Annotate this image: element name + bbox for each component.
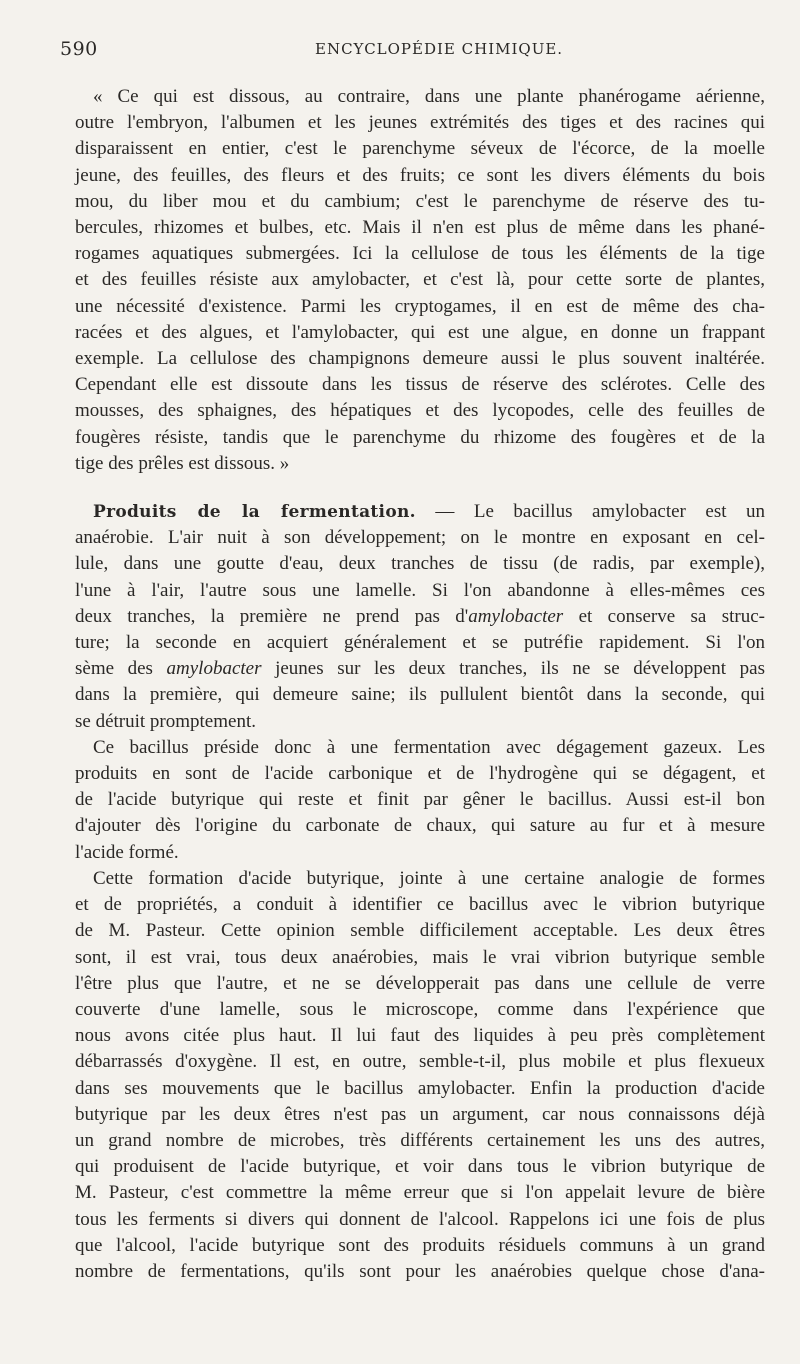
text-line: disparaissent en entier, c'est le parenchyme séveux de l'écorce, de la moelle xyxy=(75,138,765,160)
text-line: se détruit promptement. xyxy=(75,710,256,732)
text-line: « Ce qui est dissous, au contraire, dans une plante phanérogame aérienne, xyxy=(93,86,765,107)
text-line xyxy=(75,604,765,630)
text-line: rogames aquatiques submergées. Ici la cellulose de tous les éléments de la tige xyxy=(75,243,765,265)
text-run: sème des xyxy=(75,658,167,680)
text-run: deux tranches, la première ne prend pas d' xyxy=(75,605,469,627)
italic-term: amylobacter xyxy=(166,658,262,680)
text-line: un grand nombre de microbes, très différents certainement les uns des autres, xyxy=(75,1129,765,1151)
paragraph-gas xyxy=(75,735,765,866)
text-line: de M. Pasteur. Cette opinion semble difficilement acceptable. Les deux êtres xyxy=(75,920,765,942)
text-line: dans la première, qui demeure saine; ils pullulent bientôt dans la seconde, qui xyxy=(75,684,765,706)
text-line: de l'acide butyrique qui reste et finit par gêner le bacillus. Aussi est-il bon xyxy=(75,789,765,811)
page-number: 590 xyxy=(60,38,98,60)
text-line: sont, il est vrai, tous deux anaérobies, mais le vrai vibrion butyrique semble xyxy=(75,946,765,968)
text-line: tige des prêles est dissous. » xyxy=(75,452,290,474)
text-line: outre l'embryon, l'albumen et les jeunes extrémités des tiges et des racines qui xyxy=(75,112,765,134)
text-line: débarrassés d'oxygène. Il est, en outre, semble-t-il, plus mobile et plus flexueux xyxy=(75,1051,765,1073)
text-run: — Le bacillus amylobacter est un xyxy=(415,501,765,523)
text-line: M. Pasteur, c'est commettre la même erreur que si l'on appelait levure de bière xyxy=(75,1182,765,1204)
italic-term: amylobacter xyxy=(468,605,564,627)
text-run: et conserve sa struc- xyxy=(563,605,765,627)
text-line: racées et des algues, et l'amylobacter, qui est une algue, en donne un frappant xyxy=(75,321,765,343)
text-line: d'ajouter dès l'origine du carbonate de chaux, qui sature au fur et à mesure xyxy=(75,815,765,837)
text-line: l'une à l'air, l'autre sous une lamelle. Si l'on abandonne à elles-mêmes ces xyxy=(75,579,765,601)
text-line: produits en sont de l'acide carbonique et de l'hydrogène qui se dégagent, et xyxy=(75,763,765,785)
paragraph-quote xyxy=(75,84,765,477)
text-line: et des feuilles résiste aux amylobacter, et c'est là, pour cette sorte de plantes, xyxy=(75,269,765,291)
body-text xyxy=(75,84,765,1285)
text-line: que l'alcool, l'acide butyrique sont des produits résiduels communs à un grand xyxy=(75,1234,765,1256)
section-heading: Produits de la fermentation. xyxy=(93,502,416,523)
text-line: jeune, des feuilles, des fleurs et des fruits; ce sont les divers éléments du bois xyxy=(75,164,765,186)
paragraph-butyric xyxy=(75,866,765,1285)
text-line: une nécessité d'existence. Parmi les cryptogames, il en est de même des cha- xyxy=(75,295,765,317)
paragraph-fermentation-products xyxy=(75,499,765,735)
text-line xyxy=(75,656,765,682)
text-line: ture; la seconde en acquiert généralement et se putréfie rapidement. Si l'on xyxy=(75,632,765,654)
running-head: ENCYCLOPÉDIE CHIMIQUE. xyxy=(315,40,564,58)
text-line: dans ses mouvements que le bacillus amylobacter. Enfin la production d'acide xyxy=(75,1077,765,1099)
text-line: Cependant elle est dissoute dans les tissus de réserve des sclérotes. Celle des xyxy=(75,374,765,396)
text-line: Ce bacillus préside donc à une fermentation avec dégagement gazeux. Les xyxy=(93,736,765,758)
text-line: tous les ferments si divers qui donnent de l'alcool. Rappelons ici une fois de plus xyxy=(75,1208,765,1230)
text-line: butyrique par les deux êtres n'est pas un argument, car nous connaissons déjà xyxy=(75,1103,765,1125)
text-line: Cette formation d'acide butyrique, jointe à une certaine analogie de formes xyxy=(93,867,765,889)
text-line: mousses, des sphaignes, des hépatiques et des lycopodes, celle des feuilles de xyxy=(75,400,765,422)
page-header xyxy=(60,38,760,68)
text-line: couverte d'une lamelle, sous le microscope, comme dans l'expérience que xyxy=(75,998,765,1020)
text-line: nombre de fermentations, qu'ils sont pour les anaérobies quelque chose d'ana- xyxy=(75,1260,765,1282)
text-run: jeunes sur les deux tranches, ils ne se développent pas xyxy=(261,658,765,680)
text-line: l'être plus que l'autre, et ne se développerait pas dans une cellule de verre xyxy=(75,972,765,994)
text-line: et de propriétés, a conduit à identifier ce bacillus avec le vibrion butyrique xyxy=(75,894,765,916)
text-line: exemple. La cellulose des champignons demeure aussi le plus souvent inaltérée. xyxy=(75,348,765,370)
text-line: l'acide formé. xyxy=(75,841,179,863)
text-line: mou, du liber mou et du cambium; c'est le parenchyme de réserve des tu- xyxy=(75,190,765,212)
text-line: nous avons citée plus haut. Il lui faut des liquides à peu près complètement xyxy=(75,1025,765,1047)
text-line: bercules, rhizomes et bulbes, etc. Mais il n'en est plus de même dans les phané- xyxy=(75,217,765,239)
text-line: qui produisent de l'acide butyrique, et voir dans tous le vibrion butyrique de xyxy=(75,1156,765,1178)
text-line: anaérobie. L'air nuit à son développement; on le montre en exposant en cel- xyxy=(75,527,765,549)
text-line xyxy=(75,499,765,525)
text-line: fougères résiste, tandis que le parenchyme du rhizome des fougères et de la xyxy=(75,426,765,448)
text-line: lule, dans une goutte d'eau, deux tranches de tissu (de radis, par exemple), xyxy=(75,553,765,575)
